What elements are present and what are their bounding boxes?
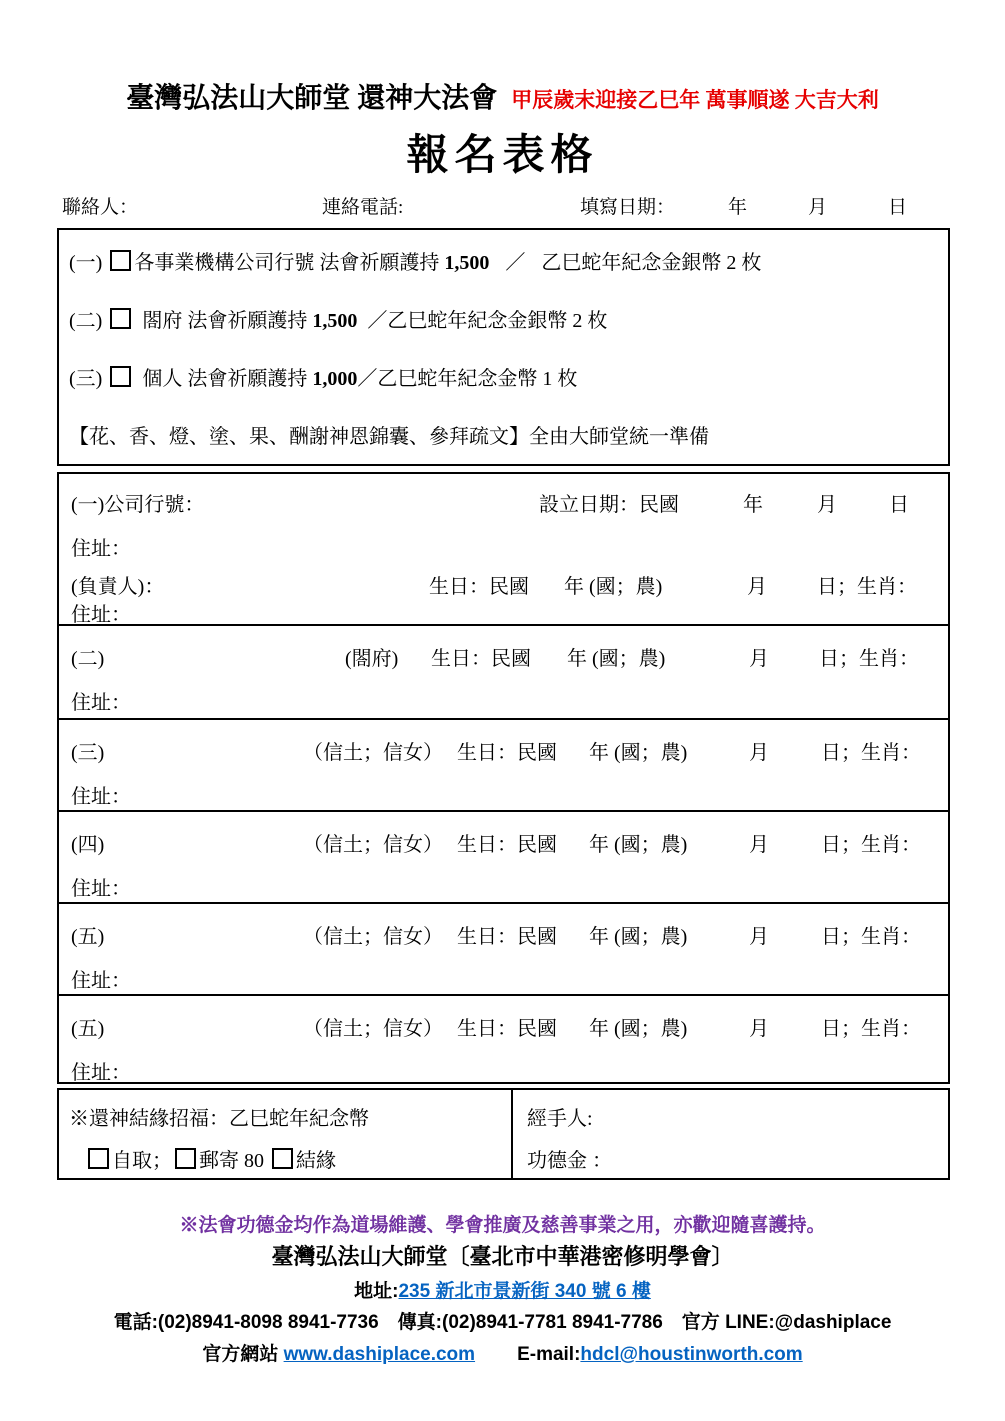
bond-checkbox[interactable] <box>272 1148 293 1169</box>
row2-number: (二) <box>71 648 105 670</box>
merit-label: 功德金 ： <box>527 1150 612 1172</box>
row3-birth-label: 生日：民國 <box>457 742 557 764</box>
option1-slash: ／ <box>505 252 526 274</box>
option2-number: (二) <box>69 310 103 332</box>
row6-year-label: 年 (國；農) <box>589 1018 688 1040</box>
registrants-table <box>57 472 950 1084</box>
option1-text: 各事業機構公司行號 法會祈願護持 <box>134 252 440 274</box>
website-link[interactable]: www.dashiplace.com <box>283 1344 476 1365</box>
footer-org-line: 臺灣弘法山大師堂〔臺北市中華港密修明學會〕 <box>271 1244 734 1269</box>
pickup-label: 自取； <box>112 1150 172 1172</box>
option3-slash: ／ <box>357 368 378 390</box>
row6-birth-label: 生日：民國 <box>457 1018 557 1040</box>
date-year-label: 年 <box>728 197 748 218</box>
row3-year-label: 年 (國；農) <box>589 742 688 764</box>
row5-believer-label: （信土；信女） <box>303 926 443 948</box>
email-link[interactable]: hdcl@houstinworth.com <box>580 1344 803 1365</box>
option1-amount: 1,500 <box>444 252 490 274</box>
souvenir-options <box>85 1144 336 1173</box>
row4-day-zodiac-label: 日；生肖： <box>821 834 921 856</box>
option-individual <box>69 362 577 391</box>
row2-birth-label: 生日：民國 <box>431 648 531 670</box>
row5-address-label: 住址： <box>71 970 131 992</box>
souvenir-handler-box <box>57 1088 950 1180</box>
option1-gift: 乙巳蛇年紀念金銀幣 2 枚 <box>541 252 762 274</box>
row3-address-label: 住址： <box>71 786 131 808</box>
option3-checkbox[interactable] <box>110 366 131 387</box>
option3-gift: 乙巳蛇年紀念金幣 1 枚 <box>377 368 578 390</box>
section-company <box>59 474 948 624</box>
row5-year-label: 年 (國；農) <box>589 926 688 948</box>
option-company <box>69 246 761 275</box>
page-title: 報名表格 <box>406 133 599 179</box>
row4-month-label: 月 <box>749 834 769 856</box>
footer-web-line <box>0 1339 1005 1366</box>
option2-slash: ／ <box>367 310 388 332</box>
mail-label: 郵寄 80 <box>199 1150 264 1172</box>
row4-number: (四) <box>71 834 105 856</box>
section-2 <box>59 624 948 718</box>
option3-text: 個人 法會祈願護持 <box>142 368 308 390</box>
row3-day-zodiac-label: 日；生肖： <box>821 742 921 764</box>
section-3 <box>59 718 948 810</box>
email-label: E-mail: <box>517 1344 581 1365</box>
offerings-note: 【花、香、燈、塗、果、酬謝神恩錦囊、參拜疏文】全由大師堂統一準備 <box>69 426 709 448</box>
row6-address-label: 住址： <box>71 1062 131 1084</box>
date-month-label: 月 <box>808 197 828 218</box>
row3-month-label: 月 <box>749 742 769 764</box>
row6-believer-label: （信土；信女） <box>303 1018 443 1040</box>
owner-month-label: 月 <box>747 576 767 598</box>
row6-day-zodiac-label: 日；生肖： <box>821 1018 921 1040</box>
souvenir-cell <box>59 1090 511 1178</box>
row2-day-zodiac-label: 日；生肖： <box>819 648 919 670</box>
owner-year-label: 年 (國；農) <box>564 576 663 598</box>
company-address-label: 住址： <box>71 538 131 560</box>
merit-usage-note: ※法會功德金均作為道場維護、學會推廣及慈善事業之用，亦歡迎隨喜護持。 <box>179 1215 826 1236</box>
bond-label: 結緣 <box>296 1150 336 1172</box>
owner-birth-label: 生日：民國 <box>429 576 529 598</box>
donation-options-box <box>57 228 950 466</box>
option2-amount: 1,500 <box>312 310 358 332</box>
date-day-label: 日 <box>888 197 908 218</box>
row6-month-label: 月 <box>749 1018 769 1040</box>
owner-address-label: 住址： <box>71 604 131 626</box>
handler-cell <box>511 1090 952 1178</box>
row4-birth-label: 生日：民國 <box>457 834 557 856</box>
row6-number: (五) <box>71 1018 105 1040</box>
mail-checkbox[interactable] <box>175 1148 196 1169</box>
row2-month-label: 月 <box>749 648 769 670</box>
header-line <box>0 76 1005 116</box>
contact-phone-label: 連絡電話: <box>322 197 404 218</box>
new-year-greeting: 甲辰歲末迎接乙巳年 萬事順遂 大吉大利 <box>511 88 879 112</box>
contact-row <box>0 192 1005 220</box>
row5-day-zodiac-label: 日；生肖： <box>821 926 921 948</box>
org-title: 臺灣弘法山大師堂 還神大法會 <box>126 83 498 114</box>
option1-checkbox[interactable] <box>110 250 131 271</box>
section-5 <box>59 902 948 994</box>
row4-believer-label: （信土；信女） <box>303 834 443 856</box>
website-label: 官方網站 <box>202 1344 284 1365</box>
row5-birth-label: 生日：民國 <box>457 926 557 948</box>
estd-month-label: 月 <box>817 494 837 516</box>
footer-phone-line: 電話:(02)8941-8098 8941-7736 傳真:(02)8941-7781 8941-7786 官方 LINE:@dashiplace <box>113 1312 892 1333</box>
option-household <box>69 304 607 333</box>
row4-address-label: 住址： <box>71 878 131 900</box>
row4-year-label: 年 (國；農) <box>589 834 688 856</box>
option2-text: 閤府 法會祈願護持 <box>142 310 308 332</box>
pickup-checkbox[interactable] <box>88 1148 109 1169</box>
fill-date-label: 填寫日期： <box>580 197 676 218</box>
row5-month-label: 月 <box>749 926 769 948</box>
row5-number: (五) <box>71 926 105 948</box>
row2-address-label: 住址： <box>71 692 131 714</box>
company-label: (一)公司行號： <box>71 494 205 516</box>
row3-believer-label: （信土；信女） <box>303 742 443 764</box>
option2-checkbox[interactable] <box>110 308 131 329</box>
option3-amount: 1,000 <box>312 368 358 390</box>
row2-paren: (閤府) <box>345 648 399 670</box>
address-link[interactable]: 235 新北市景新街 340 號 6 樓 <box>398 1281 651 1302</box>
estd-year-label: 年 <box>743 494 763 516</box>
owner-day-zodiac-label: 日；生肖： <box>817 576 917 598</box>
contact-person-label: 聯絡人： <box>62 197 139 218</box>
row2-year-label: 年 (國；農) <box>567 648 666 670</box>
established-label: 設立日期：民國 <box>539 494 679 516</box>
row3-number: (三) <box>71 742 105 764</box>
owner-label: (負責人)： <box>71 576 165 598</box>
option2-gift: 乙巳蛇年紀念金銀幣 2 枚 <box>387 310 608 332</box>
section-4 <box>59 810 948 902</box>
option1-number: (一) <box>69 252 103 274</box>
section-6 <box>59 994 948 1086</box>
souvenir-title: ※還神結緣招福：乙巳蛇年紀念幣 <box>69 1108 369 1130</box>
handler-label: 經手人: <box>527 1108 593 1130</box>
address-label: 地址: <box>354 1281 399 1302</box>
estd-day-label: 日 <box>889 494 909 516</box>
option3-number: (三) <box>69 368 103 390</box>
footer-address-line <box>0 1276 1005 1303</box>
